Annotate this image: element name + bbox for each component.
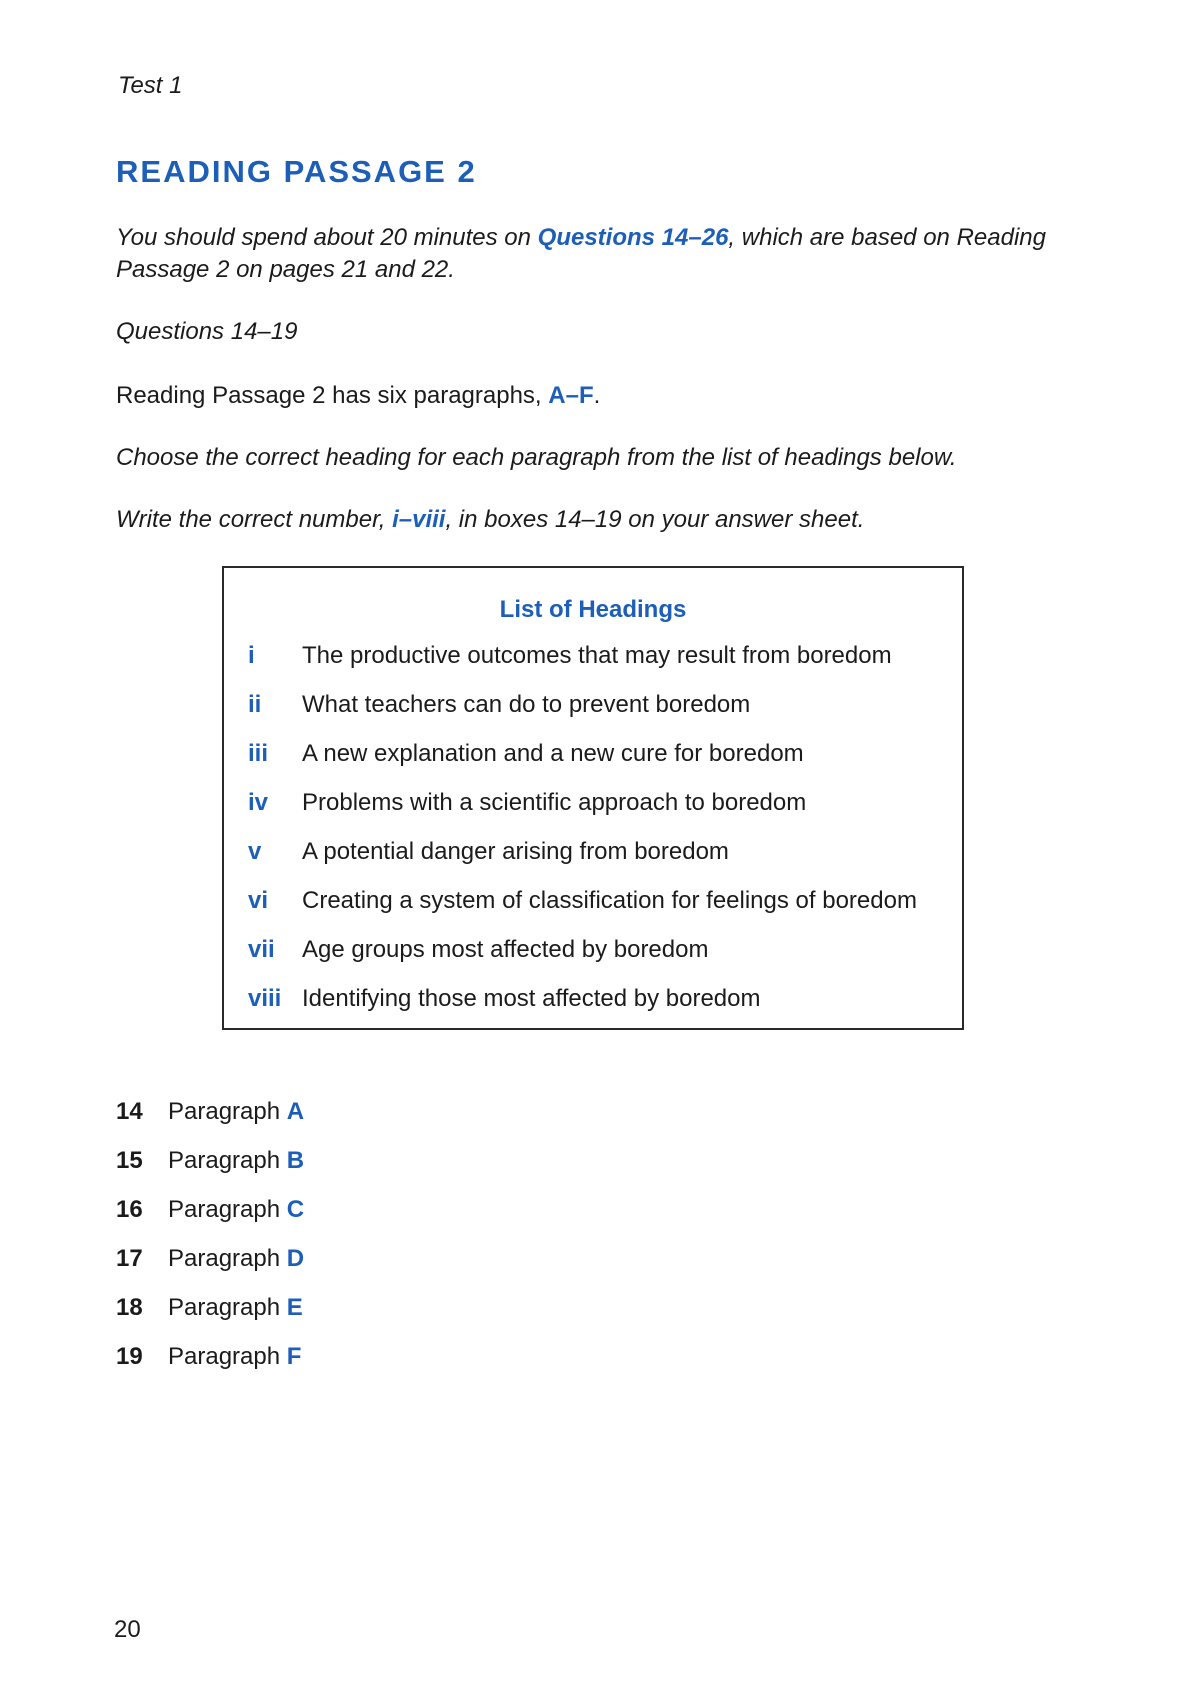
- heading-number: iv: [248, 789, 269, 816]
- heading-text: A potential danger arising from boredom: [302, 838, 729, 865]
- question-number: 16: [116, 1196, 143, 1223]
- question-number: 15: [116, 1147, 143, 1174]
- heading-item: [248, 885, 917, 917]
- heading-text: Problems with a scientific approach to boredom: [302, 789, 807, 816]
- heading-text: Creating a system of classification for feelings of boredom: [302, 887, 917, 914]
- list-of-headings-box: [222, 566, 964, 1030]
- write-range: i–viii: [392, 506, 446, 533]
- question-item: [116, 1145, 304, 1177]
- question-paragraph-letter: D: [286, 1245, 305, 1272]
- heading-item: [248, 836, 729, 868]
- heading-item: [248, 934, 708, 966]
- list-of-headings-title: List of Headings: [499, 596, 687, 623]
- question-item: [116, 1194, 304, 1226]
- heading-number: iii: [248, 740, 269, 767]
- question-paragraph-letter: C: [286, 1196, 305, 1223]
- question-label: Paragraph: [168, 1147, 287, 1174]
- heading-text: What teachers can do to prevent boredom: [302, 691, 751, 718]
- question-number: 18: [116, 1294, 143, 1321]
- heading-text: Age groups most affected by boredom: [302, 936, 709, 963]
- heading-item: [248, 738, 804, 770]
- heading-item: [248, 640, 892, 672]
- write-instruction: [116, 504, 1076, 536]
- heading-text: The productive outcomes that may result from boredom: [302, 642, 892, 669]
- question-paragraph-letter: B: [286, 1147, 305, 1174]
- question-label: Paragraph: [168, 1294, 287, 1321]
- page-number: 20: [114, 1616, 141, 1643]
- question-item: [116, 1292, 303, 1324]
- intro-questions-range: Questions 14–26: [537, 224, 729, 251]
- question-label: Paragraph: [168, 1245, 287, 1272]
- passage-title: READING PASSAGE 2: [116, 154, 477, 189]
- paragraphs-line: [116, 380, 1076, 412]
- question-item: [116, 1096, 304, 1128]
- heading-item: [248, 983, 761, 1015]
- heading-number: viii: [248, 985, 282, 1012]
- question-label: Paragraph: [168, 1196, 287, 1223]
- heading-number: v: [248, 838, 262, 865]
- paragraphs-text: Reading Passage 2 has six paragraphs,: [116, 382, 549, 409]
- questions-label: Questions 14–19: [116, 318, 298, 345]
- intro-text-part1: You should spend about 20 minutes on: [116, 224, 538, 251]
- question-item: [116, 1243, 304, 1275]
- question-number: 17: [116, 1245, 143, 1272]
- question-label: Paragraph: [168, 1098, 287, 1125]
- heading-number: i: [248, 642, 255, 669]
- heading-number: vii: [248, 936, 275, 963]
- question-paragraph-letter: F: [286, 1343, 302, 1370]
- intro-instruction: [116, 222, 1076, 286]
- question-paragraph-letter: A: [286, 1098, 305, 1125]
- paragraphs-end: .: [593, 382, 601, 409]
- choose-instruction: Choose the correct heading for each paragraph from the list of headings below.: [116, 444, 957, 471]
- heading-text: Identifying those most affected by boredom: [302, 985, 761, 1012]
- question-label: Paragraph: [168, 1343, 287, 1370]
- heading-item: [248, 689, 750, 721]
- question-number: 19: [116, 1343, 143, 1370]
- heading-text: A new explanation and a new cure for boredom: [302, 740, 804, 767]
- heading-item: [248, 787, 806, 819]
- running-head: Test 1: [118, 72, 183, 99]
- question-item: [116, 1341, 301, 1373]
- write-text-part2: , in boxes 14–19 on your answer sheet.: [445, 506, 865, 533]
- write-text-part1: Write the correct number,: [116, 506, 393, 533]
- paragraphs-range: A–F: [548, 382, 594, 409]
- heading-number: ii: [248, 691, 262, 718]
- intro-text-part2: , which are based on Reading Passage 2 on pages 21 and 22.: [116, 224, 1046, 283]
- question-number: 14: [116, 1098, 143, 1125]
- heading-number: vi: [248, 887, 269, 914]
- question-paragraph-letter: E: [286, 1294, 303, 1321]
